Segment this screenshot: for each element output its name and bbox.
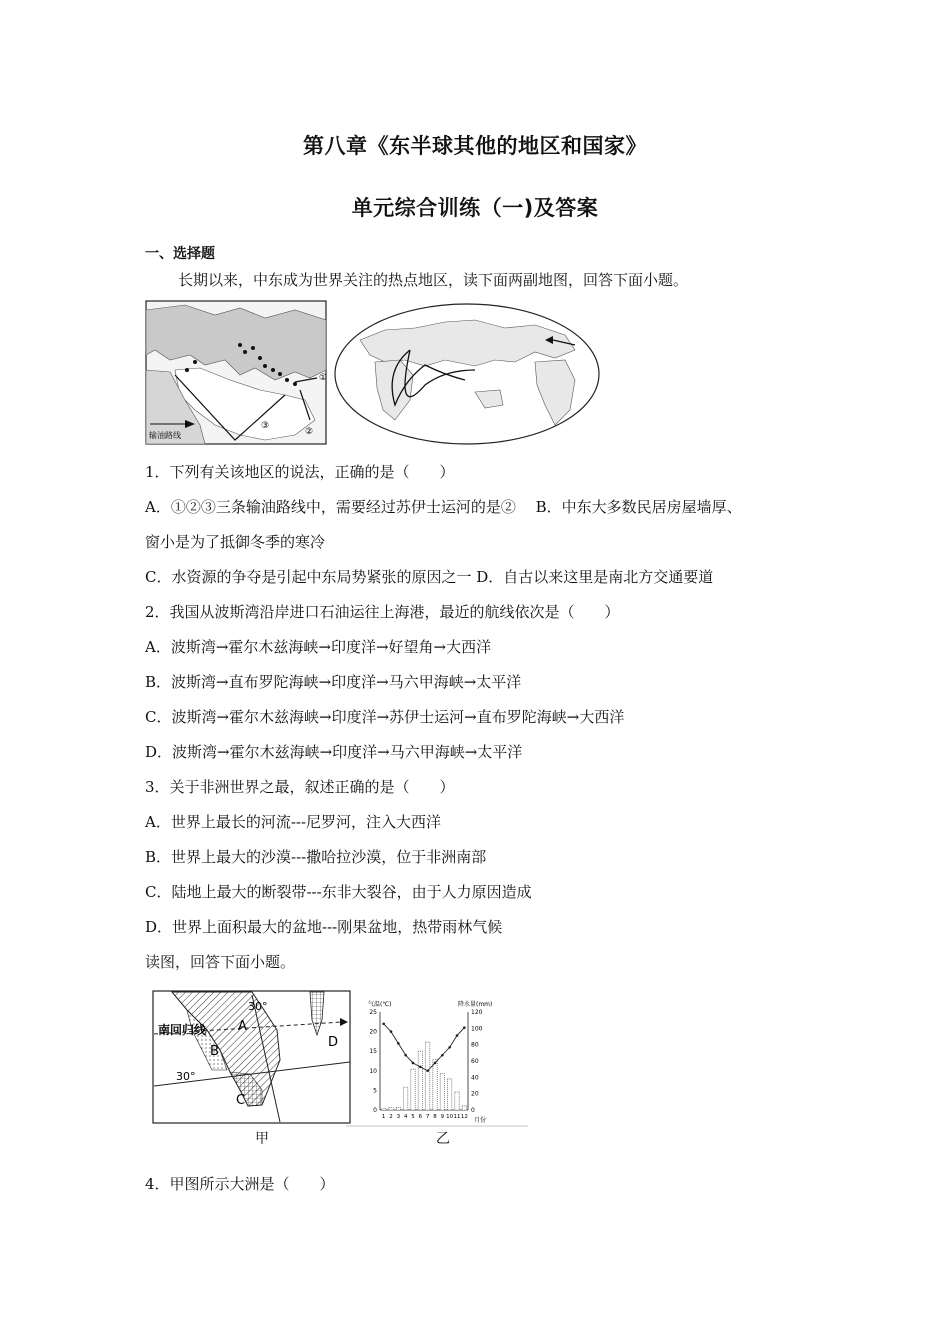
precipitation-bar (433, 1059, 437, 1110)
maps-svg (145, 300, 605, 448)
point-b-label: B (210, 1044, 219, 1059)
q3-option-c: C．陆地上最大的断裂带---东非大裂谷，由于人力原因造成 (145, 883, 532, 901)
month-tick-label: 4 (403, 1114, 408, 1120)
precipitation-bar (396, 1108, 400, 1110)
left-tick-label: 5 (373, 1087, 377, 1095)
month-tick-label: 12 (460, 1114, 468, 1120)
figure-map-jia (152, 990, 352, 1130)
lat-label-mid: 30° (176, 1070, 196, 1083)
right-tick-label: 0 (471, 1107, 475, 1114)
chart-caption: 乙 (436, 1131, 450, 1147)
figure-middle-east-maps (145, 300, 605, 448)
right-tick-label: 120 (471, 1009, 483, 1016)
q2-option-b: B．波斯湾→直布罗陀海峡→印度洋→马六甲海峡→太平洋 (145, 673, 522, 691)
left-tick-label: 15 (369, 1048, 377, 1056)
map-caption: 甲 (255, 1131, 269, 1147)
climate-chart-svg (346, 998, 528, 1128)
lat-label-top: 30° (248, 1000, 268, 1013)
q3-option-b: B．世界上最大的沙漠---撒哈拉沙漠，位于非洲南部 (145, 848, 487, 866)
q1-option-b-cont: 窗小是为了抵御冬季的寒冷 (145, 533, 326, 551)
q3-stem: 3．关于非洲世界之最，叙述正确的是（ ） (145, 778, 455, 796)
precipitation-bar (448, 1079, 452, 1110)
temperature-point (397, 1042, 400, 1045)
temperature-point (404, 1054, 407, 1057)
precipitation-bar (404, 1087, 408, 1110)
temperature-point (390, 1030, 393, 1033)
precipitation-bar (440, 1073, 444, 1110)
q1-stem: 1．下列有关该地区的说法，正确的是（ ） (145, 463, 455, 481)
left-tick-label: 0 (373, 1107, 377, 1114)
tropic-label: 南回归线 (158, 1023, 207, 1037)
point-c-label: C (236, 1093, 246, 1108)
month-tick-label: 1 (381, 1114, 386, 1120)
intro-text-2: 读图，回答下面小题。 (145, 953, 296, 971)
point-a-label: A (238, 1019, 247, 1034)
q2-option-d: D．波斯湾→霍尔木兹海峡→印度洋→马六甲海峡→太平洋 (145, 743, 523, 761)
figure-climate-chart (346, 998, 528, 1128)
precipitation-bar (382, 1108, 386, 1110)
route-label-2: ② (305, 427, 314, 437)
q2-option-a: A．波斯湾→霍尔木兹海峡→印度洋→好望角→大西洋 (145, 638, 492, 656)
temperature-point (382, 1022, 385, 1025)
q1-option-cd: C．水资源的争夺是引起中东局势紧张的原因之一 D．自古以来这里是南北方交通要道 (145, 568, 714, 586)
route-label-1: ① (319, 373, 328, 383)
q3-option-d: D．世界上面积最大的盆地---刚果盆地，热带雨林气候 (145, 918, 503, 936)
temperature-point (412, 1062, 415, 1065)
month-tick-label: 9 (440, 1114, 445, 1120)
precipitation-bar (389, 1108, 393, 1110)
precipitation-bar (411, 1069, 415, 1110)
left-tick-label: 25 (369, 1009, 377, 1016)
temperature-point (441, 1054, 444, 1057)
q2-option-c: C．波斯湾→霍尔木兹海峡→印度洋→苏伊士运河→直布罗陀海峡→大西洋 (145, 708, 625, 726)
page-subtitle: 单元综合训练（一)及答案 (351, 196, 599, 220)
left-tick-label: 10 (369, 1067, 377, 1075)
right-axis-title: 降水量(mm) (458, 1001, 493, 1008)
precipitation-bar (426, 1042, 430, 1110)
right-tick-label: 20 (471, 1090, 479, 1098)
month-tick-label: 5 (411, 1114, 415, 1120)
temperature-point (419, 1066, 422, 1069)
intro-text: 长期以来，中东成为世界关注的热点地区，读下面两副地图，回答下面小题。 (178, 271, 689, 289)
right-tick-label: 100 (471, 1025, 483, 1033)
temperature-point (463, 1026, 466, 1029)
q1-option-ab: A．①②③三条输油路线中，需要经过苏伊士运河的是② B．中东大多数民居房屋墙厚、 (145, 498, 742, 516)
q2-stem: 2．我国从波斯湾沿岸进口石油运往上海港，最近的航线依次是（ ） (145, 603, 620, 621)
month-tick-label: 11 (453, 1114, 461, 1120)
precipitation-bar (462, 1106, 466, 1110)
temperature-polyline (384, 1024, 465, 1071)
right-tick-label: 60 (471, 1058, 479, 1065)
q3-option-a: A．世界上最长的河流---尼罗河，注入大西洋 (145, 813, 442, 831)
month-tick-label: 8 (433, 1114, 437, 1120)
x-axis-title: 月份 (474, 1117, 487, 1124)
month-tick-label: 2 (389, 1114, 393, 1120)
temperature-point (434, 1062, 437, 1065)
month-tick-label: 7 (425, 1114, 430, 1120)
left-axis-title: 气温(℃) (368, 1001, 392, 1008)
point-d-label: D (328, 1035, 339, 1050)
map-legend-text: 输油路线 (149, 431, 181, 440)
precipitation-bars (382, 1042, 467, 1110)
month-tick-label: 10 (446, 1114, 454, 1120)
precipitation-bar (455, 1092, 459, 1110)
left-tick-label: 20 (369, 1028, 377, 1036)
q4-stem: 4．甲图所示大洲是（ ） (145, 1175, 335, 1193)
page-title: 第八章《东半球其他的地区和国家》 (303, 134, 647, 158)
temperature-point (426, 1070, 429, 1073)
temperature-point (448, 1046, 451, 1049)
route-label-3: ③ (261, 421, 270, 431)
right-tick-label: 80 (471, 1041, 479, 1049)
precipitation-bar (418, 1051, 422, 1110)
section-heading: 一、选择题 (145, 246, 215, 262)
month-tick-label: 6 (418, 1114, 423, 1120)
month-tick-label: 3 (396, 1114, 401, 1120)
temperature-point (456, 1034, 459, 1037)
right-tick-label: 40 (471, 1074, 479, 1082)
temperature-line (382, 1022, 465, 1072)
